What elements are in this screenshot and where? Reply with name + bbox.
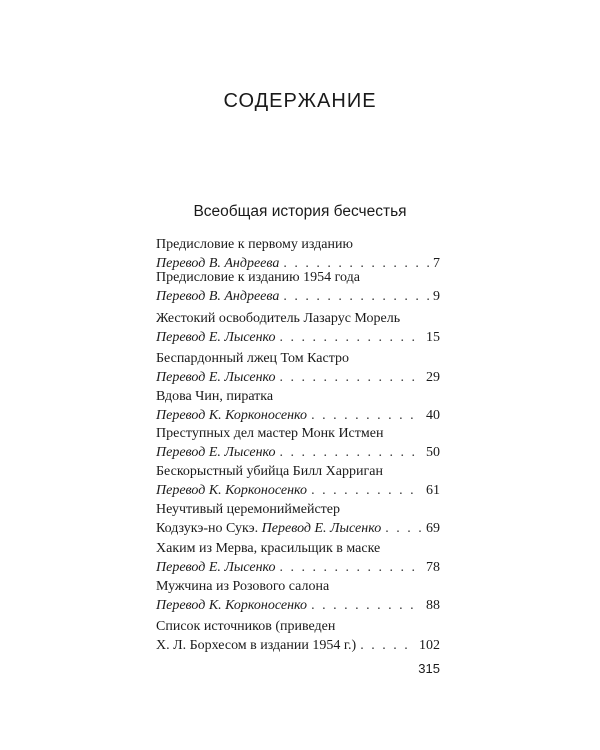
toc-entry-page: 40 <box>426 408 440 423</box>
toc-entry-page: 7 <box>433 256 440 271</box>
toc-entry-title: Вдова Чин, пиратка <box>156 389 274 404</box>
toc-entry <box>156 309 440 347</box>
dot-leader <box>280 443 422 462</box>
toc-entry-title-line2: Кодзукэ-но Сукэ. <box>156 521 259 536</box>
dot-leader <box>311 406 422 425</box>
toc-entry-translator: Перевод В. Андреева <box>156 289 280 304</box>
toc-entry-page: 50 <box>426 445 440 460</box>
toc-entry <box>156 462 440 500</box>
page-title: СОДЕРЖАНИЕ <box>223 90 377 112</box>
toc-entry-translator: Перевод К. Корконосенко <box>156 408 308 423</box>
dot-leader <box>280 558 422 577</box>
toc-entry-page: 102 <box>419 638 440 653</box>
toc-entry-translator: Перевод Е. Лысенко <box>156 560 276 575</box>
toc-entry <box>156 577 440 615</box>
toc-entry-page: 61 <box>426 483 440 498</box>
toc-entry-title: Бескорыстный убийца Билл Харриган <box>156 464 383 479</box>
toc-entry-title-line2: Х. Л. Борхесом в издании 1954 г.) <box>156 638 357 653</box>
dot-leader <box>280 328 422 347</box>
toc-entry-translator: Перевод В. Андреева <box>156 256 280 271</box>
toc-entry-title: Предисловие к первому изданию <box>156 237 353 252</box>
dot-leader <box>280 368 422 387</box>
toc-entry-translator: Перевод Е. Лысенко <box>156 330 276 345</box>
toc-entry-title: Преступных дел мастер Монк Истмен <box>156 426 384 441</box>
toc-entry-translator: Перевод К. Корконосенко <box>156 598 308 613</box>
toc-entry-translator: Перевод К. Корконосенко <box>156 483 308 498</box>
toc-entry-title: Хаким из Мерва, красильщик в маске <box>156 541 381 556</box>
toc-entry-page: 15 <box>426 330 440 345</box>
toc-entry-page: 29 <box>426 370 440 385</box>
toc-entry <box>156 268 440 306</box>
toc-entry-translator: Перевод Е. Лысенко <box>156 445 276 460</box>
dot-leader <box>283 287 429 306</box>
toc-entry-title: Беспардонный лжец Том Кастро <box>156 351 349 366</box>
toc-entry-page: 88 <box>426 598 440 613</box>
dot-leader <box>360 636 415 655</box>
toc-entry <box>156 617 440 655</box>
toc-entry <box>156 500 440 538</box>
toc-entry-title: Жестокий освободитель Лазарус Морель <box>156 311 401 326</box>
toc-entry-page: 69 <box>426 521 440 536</box>
toc-entry <box>156 539 440 577</box>
toc-entry-translator: Перевод Е. Лысенко <box>156 370 276 385</box>
section-title: Всеобщая история бесчестья <box>193 203 407 220</box>
dot-leader <box>311 481 422 500</box>
toc-entry <box>156 424 440 462</box>
toc-entry-page: 9 <box>433 289 440 304</box>
toc-entry-title: Неучтивый церемониймейстер <box>156 502 341 517</box>
toc-entry-title: Мужчина из Розового салона <box>156 579 330 594</box>
page-number: 315 <box>418 661 440 676</box>
toc-entry <box>156 349 440 387</box>
toc-entry <box>156 387 440 425</box>
dot-leader <box>311 596 422 615</box>
toc-entry-title: Предисловие к изданию 1954 года <box>156 270 360 285</box>
toc-entry-title: Список источников (приведен <box>156 619 336 634</box>
toc-entry-page: 78 <box>426 560 440 575</box>
toc-entry-translator: Перевод Е. Лысенко <box>261 521 382 536</box>
dot-leader <box>385 519 422 538</box>
